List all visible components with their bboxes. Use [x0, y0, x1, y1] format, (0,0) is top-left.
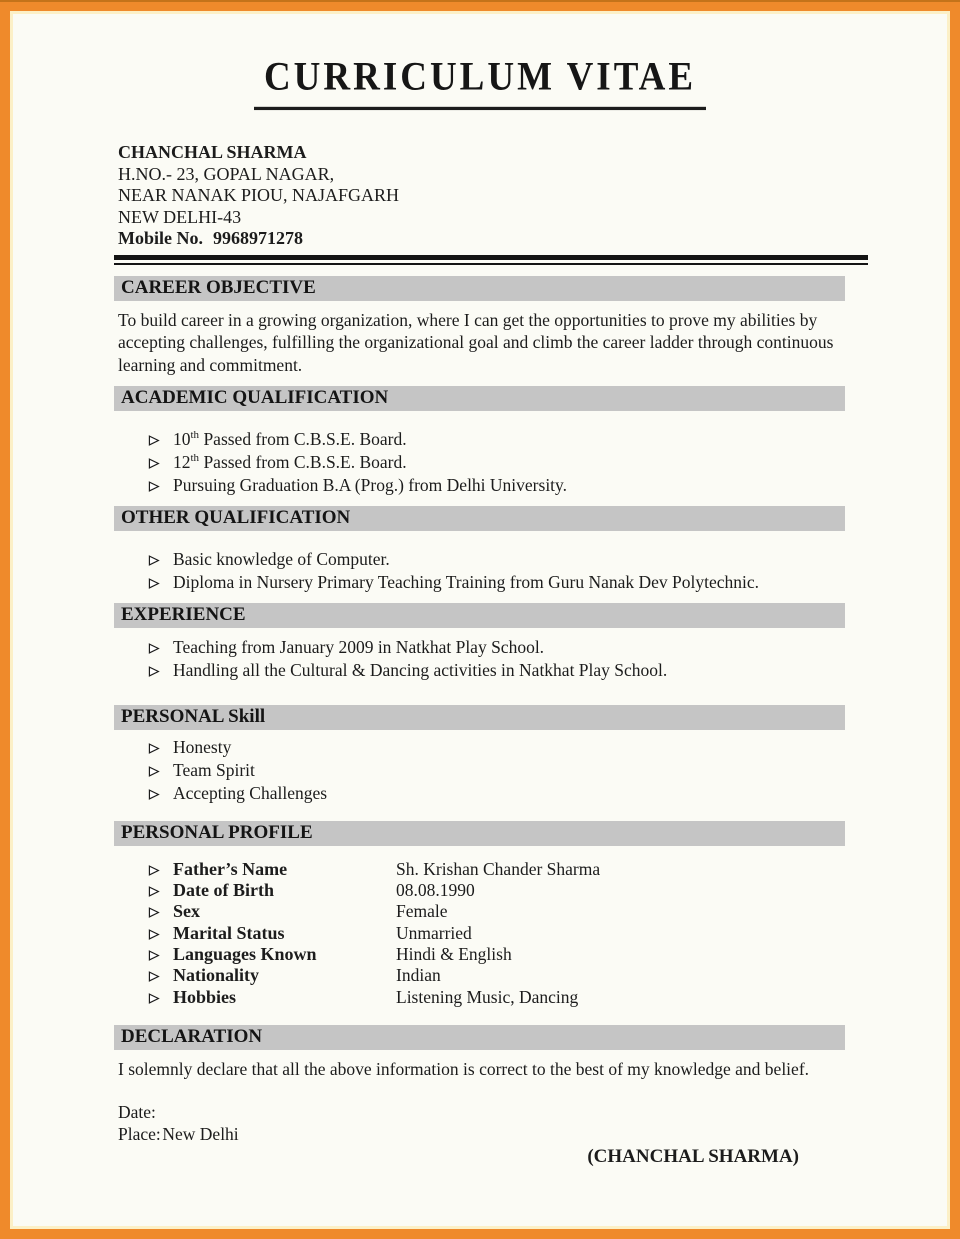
other-qualification-list	[148, 548, 947, 594]
arrow-bullet-icon	[148, 578, 160, 589]
qualification-item-text: 12th Passed from C.B.S.E. Board.	[173, 452, 407, 473]
profile-row	[148, 880, 947, 901]
profile-row	[148, 965, 947, 986]
qualification-item	[148, 571, 947, 594]
experience-item-text: Teaching from January 2009 in Natkhat Play School.	[173, 636, 545, 657]
profile-row	[148, 987, 947, 1008]
profile-label: Hobbies	[173, 986, 237, 1007]
profile-label: Marital Status	[173, 922, 285, 943]
contact-address-line: NEAR NANAK PIOU, NAJAFGARH	[118, 185, 400, 206]
page-border-top-edge	[0, 0, 960, 2]
skill-item	[148, 759, 947, 782]
experience-item	[148, 636, 947, 659]
profile-value: Unmarried	[396, 922, 472, 943]
arrow-bullet-icon	[148, 929, 160, 940]
place-value: New Delhi	[162, 1124, 239, 1145]
experience-item-text: Handling all the Cultural & Dancing activities in Natkhat Play School.	[173, 659, 668, 680]
profile-label: Father’s Name	[173, 858, 288, 879]
place-label: Place:	[118, 1124, 161, 1145]
profile-row	[148, 944, 947, 965]
arrow-bullet-icon	[148, 865, 160, 876]
arrow-bullet-icon	[148, 743, 160, 754]
arrow-bullet-icon	[148, 555, 160, 566]
career-objective-text: To build career in a growing organization, where I can get the opportunities to prove my abilities by accepting challenges, fulfilling the organizational goal and climb the career ladder through continuous learning and commitment.	[118, 309, 834, 375]
date-row	[118, 1101, 866, 1123]
arrow-bullet-icon	[148, 481, 160, 492]
qualification-item-text: Pursuing Graduation B.A (Prog.) from Delhi University.	[173, 475, 568, 496]
qualification-item-text: Diploma in Nursery Primary Teaching Training from Guru Nanak Dev Polytechnic.	[173, 572, 760, 593]
profile-value: Listening Music, Dancing	[396, 986, 579, 1007]
signature-name: (CHANCHAL SHARMA)	[587, 1146, 799, 1168]
profile-row	[148, 859, 947, 880]
academic-qualification-list	[148, 428, 947, 497]
profile-value: Indian	[396, 965, 441, 986]
arrow-bullet-icon	[148, 789, 160, 800]
contact-mobile-row	[118, 228, 866, 250]
section-heading-personal-profile: PERSONAL PROFILE	[114, 821, 845, 846]
arrow-bullet-icon	[148, 766, 160, 777]
contact-name: CHANCHAL SHARMA	[118, 142, 307, 163]
qualification-item	[148, 451, 947, 474]
cv-document	[10, 11, 950, 1229]
qualification-item	[148, 474, 947, 497]
personal-skill-list	[148, 736, 947, 805]
profile-label: Sex	[173, 901, 200, 922]
arrow-bullet-icon	[148, 886, 160, 897]
arrow-bullet-icon	[148, 993, 160, 1004]
declaration-text: I solemnly declare that all the above information is correct to the best of my knowledge and belief.	[118, 1058, 810, 1079]
mobile-label: Mobile No.	[118, 228, 203, 249]
skill-item	[148, 782, 947, 805]
section-heading-other-qualification: OTHER QUALIFICATION	[114, 506, 845, 531]
date-place-block	[118, 1101, 866, 1145]
arrow-bullet-icon	[148, 666, 160, 677]
section-heading-declaration: DECLARATION	[114, 1025, 845, 1050]
header-divider	[114, 255, 868, 265]
arrow-bullet-icon	[148, 435, 160, 446]
qualification-item	[148, 548, 947, 571]
section-heading-experience: EXPERIENCE	[114, 603, 845, 628]
arrow-bullet-icon	[148, 643, 160, 654]
skill-item	[148, 736, 947, 759]
date-label: Date:	[118, 1102, 156, 1123]
profile-value: 08.08.1990	[396, 880, 475, 901]
section-heading-career-objective: CAREER OBJECTIVE	[114, 276, 845, 301]
profile-row	[148, 923, 947, 944]
profile-label: Date of Birth	[173, 880, 274, 901]
qualification-item-text: Basic knowledge of Computer.	[173, 549, 390, 570]
personal-profile-table	[148, 859, 947, 1008]
section-heading-personal-skill: PERSONAL Skill	[114, 705, 845, 730]
profile-value: Female	[396, 901, 448, 922]
section-heading-academic-qualification: ACADEMIC QUALIFICATION	[114, 386, 845, 411]
profile-label: Nationality	[173, 965, 260, 986]
arrow-bullet-icon	[148, 971, 160, 982]
contact-address-line: NEW DELHI-43	[118, 206, 242, 227]
place-row	[118, 1123, 866, 1145]
profile-label: Languages Known	[173, 943, 317, 964]
skill-item-text: Team Spirit	[173, 759, 255, 780]
contact-address-line: H.NO.- 23, GOPAL NAGAR,	[118, 163, 335, 184]
profile-value: Hindi & English	[396, 943, 512, 964]
qualification-item-text: 10th Passed from C.B.S.E. Board.	[173, 429, 407, 450]
experience-item	[148, 659, 947, 682]
qualification-item	[148, 428, 947, 451]
arrow-bullet-icon	[148, 907, 160, 918]
arrow-bullet-icon	[148, 950, 160, 961]
title-row	[13, 14, 947, 108]
contact-block	[118, 142, 866, 250]
experience-list	[148, 636, 947, 682]
skill-item-text: Accepting Challenges	[173, 782, 328, 803]
mobile-number: 9968971278	[213, 228, 303, 249]
profile-row	[148, 901, 947, 922]
arrow-bullet-icon	[148, 458, 160, 469]
page-title: CURRICULUM VITAE	[254, 54, 706, 111]
skill-item-text: Honesty	[173, 736, 232, 757]
profile-value: Sh. Krishan Chander Sharma	[396, 858, 601, 879]
